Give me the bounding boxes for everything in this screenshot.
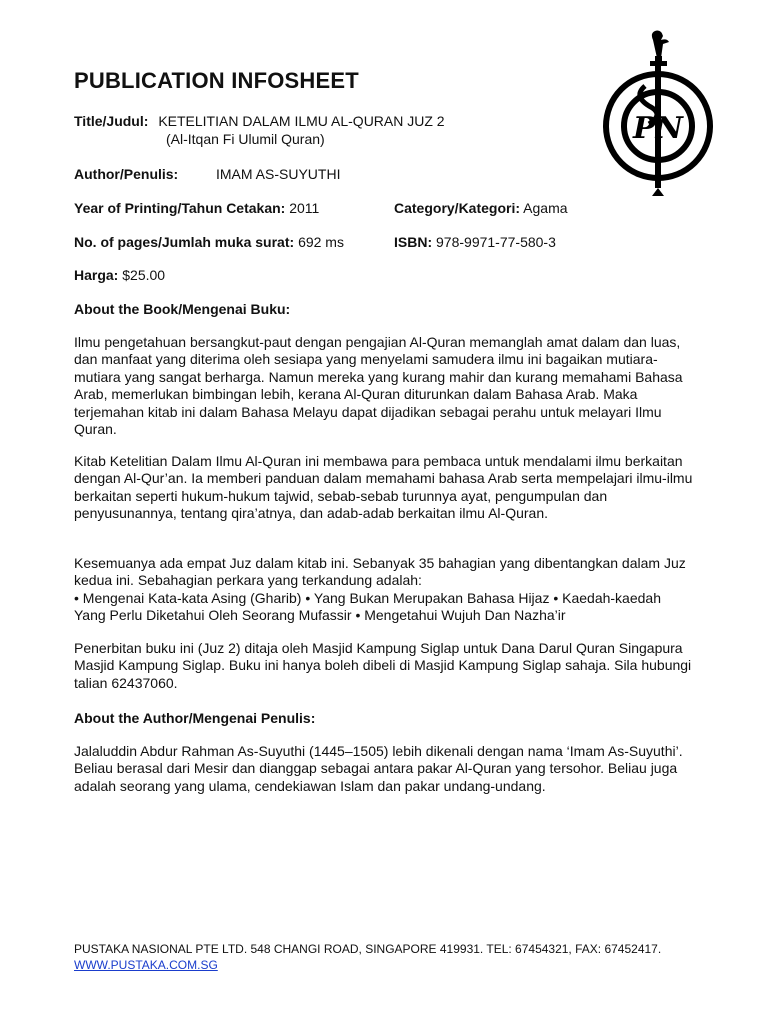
about-book-paragraph-4: Penerbitan buku ini (Juz 2) ditaja oleh Masjid Kampung Siglap untuk Dana Darul Quran Singapura Masjid Kampung Siglap. Buku ini hanya boleh dibeli di Masjid Kampung Siglap sahaja. Sila hubungi talian 62437060. — [74, 640, 692, 691]
category-field — [394, 199, 568, 217]
pages-field — [74, 233, 344, 251]
about-book-paragraph-2: Kitab Ketelitian Dalam Ilmu Al-Quran ini membawa para pembaca untuk mendalami ilmu berkaitan dengan Al-Qur’an. Ia memberi panduan dalam memahami bahasa Arab serta mempelajari ilmu-ilmu berkaitan seperti hukum-hukum tajwid, sebab-sebab turunnya ayat, pengumpulan dan penyusunannya, tentang qira’atnya, dan adab-adab berkaitan ilmu Al-Quran. — [74, 453, 693, 522]
about-book-heading: About the Book/Mengenai Buku: — [74, 301, 291, 317]
publisher-logo-icon — [603, 28, 713, 198]
footer-address: PUSTAKA NASIONAL PTE LTD. 548 CHANGI ROAD, SINGAPORE 419931. TEL: 67454321, FAX: 67452417. — [74, 942, 662, 956]
author-value: IMAM AS-SUYUTHI — [216, 166, 341, 182]
title-field — [74, 112, 445, 130]
pages-label: No. of pages/Jumlah muka surat: — [74, 234, 295, 250]
about-author-heading: About the Author/Mengenai Penulis: — [74, 710, 316, 726]
title-subtitle: (Al-Itqan Fi Ulumil Quran) — [166, 131, 325, 147]
price-label: Harga: — [74, 267, 119, 283]
year-value: 2011 — [289, 200, 320, 216]
year-label: Year of Printing/Tahun Cetakan: — [74, 200, 286, 216]
page-title: PUBLICATION INFOSHEET — [74, 68, 359, 93]
price-field — [74, 266, 165, 284]
about-book-paragraph-1: Ilmu pengetahuan bersangkut-paut dengan pengajian Al-Quran memanglah amat dalam dan luas, dan manfaat yang diterima oleh sesiapa yang menyelami samudera ilmu ini bagaikan mutiara-mutiara yang sangat berharga. Namun mereka yang kurang mahir dan kurang memahami Bahasa Arab, memerlukan bimbingan lebih, kerana Al-Quran diturunkan dalam Bahasa Arab. Maka terjemahan kitab ini dalam Bahasa Melayu dapat dijadikan sebagai perahu untuk melayari Ilmu Quran. — [74, 334, 683, 438]
isbn-value: 978-9971-77-580-3 — [436, 234, 556, 250]
about-author-paragraph: Jalaluddin Abdur Rahman As-Suyuthi (1445–1505) lebih dikenali dengan nama ‘Imam As-Suyuthi’. Beliau berasal dari Mesir dan dianggap sebagai antara pakar Al-Quran yang tersohor. Beliau juga adalah seorang yang ulama, cendekiawan Islam dan pakar undang-undang. — [74, 743, 683, 794]
author-label: Author/Penulis: — [74, 166, 179, 182]
category-value: Agama — [523, 200, 568, 216]
about-book-paragraph-3 — [74, 555, 694, 625]
title-label: Title/Judul: — [74, 113, 149, 129]
category-label: Category/Kategori: — [394, 200, 521, 216]
about-book-paragraph-3-text: Kesemuanya ada empat Juz dalam kitab ini. Sebanyak 35 bahagian yang dibentangkan dalam Juz kedua ini. Sebahagian perkara yang terkandung adalah: — [74, 555, 686, 589]
title-value: KETELITIAN DALAM ILMU AL-QURAN JUZ 2 — [158, 113, 445, 129]
website-link[interactable]: WWW.PUSTAKA.COM.SG — [74, 958, 218, 972]
logo-monogram: PN — [633, 111, 683, 146]
isbn-label: ISBN: — [394, 234, 433, 250]
isbn-field — [394, 233, 556, 251]
pages-value: 692 ms — [298, 234, 344, 250]
price-value: $25.00 — [122, 267, 166, 283]
footer — [74, 941, 674, 973]
about-book-topics-list: • Mengenai Kata-kata Asing (Gharib) • Yang Bukan Merupakan Bahasa Hijaz • Kaedah-kaedah Yang Perlu Diketahui Oleh Seorang Mufassir • Mengetahui Wujuh Dan Nazha’ir — [74, 589, 661, 624]
year-field — [74, 199, 319, 217]
author-field — [74, 165, 178, 183]
